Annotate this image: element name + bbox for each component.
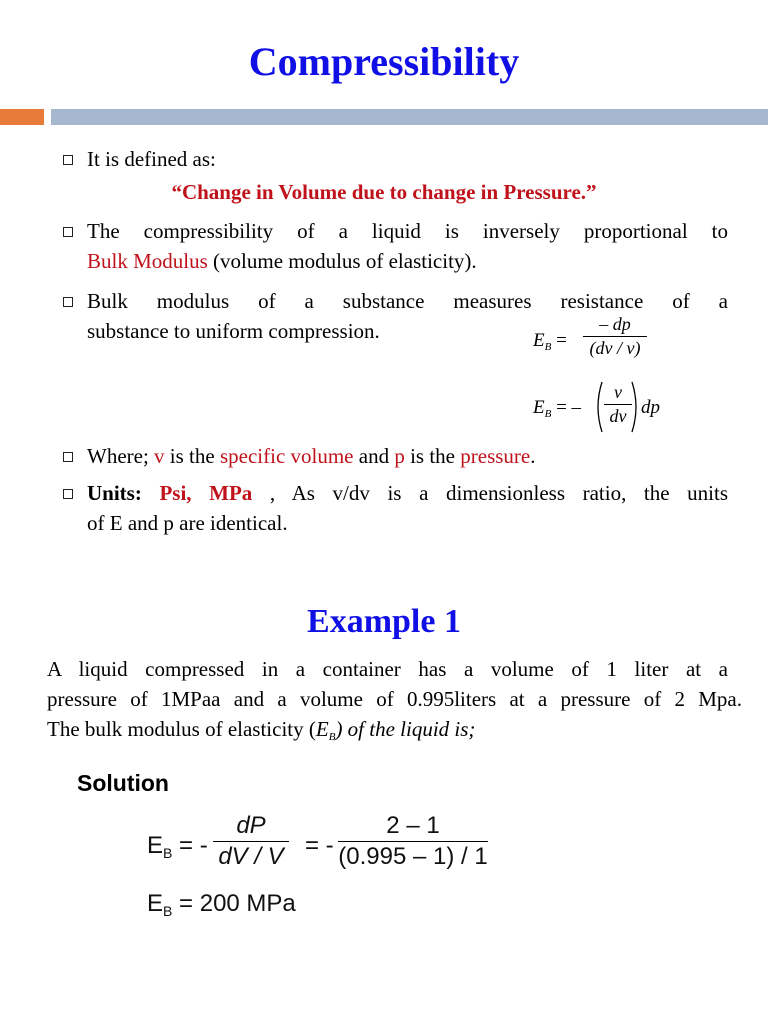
bullet-bulk-line1: Bulk modulus of a substance measures resistance of a: [87, 289, 728, 313]
solution-fraction2: [338, 812, 488, 871]
specific-volume-term: specific volume: [219, 444, 354, 468]
slide-title: Compressibility: [248, 39, 520, 84]
formula2-numerator: v: [614, 382, 622, 402]
bullet-where: Where; v is the specific volume and p is the pressure.: [87, 444, 536, 468]
solution-lhs: $E_B$ = -: [147, 832, 208, 861]
bulk-modulus-term: Bulk Modulus: [87, 249, 208, 273]
title-rule: [51, 109, 768, 125]
formula2-denominator: dv: [609, 406, 627, 426]
formula1-fraction: [583, 314, 647, 359]
bulk-modulus-desc: (volume modulus of elasticity).: [213, 249, 477, 273]
example-heading: Example 1: [307, 603, 461, 640]
solution-denominator1: dV / V: [218, 843, 284, 870]
bullet-marker: [63, 297, 73, 307]
bullet-units-line2: of E and p are identical.: [87, 511, 288, 535]
v-symbol: v: [154, 444, 165, 468]
formula2-tail: dp: [641, 397, 660, 418]
bullet-definition: It is defined as:: [87, 147, 216, 171]
bullet-marker: [63, 155, 73, 165]
bullet-marker: [63, 227, 73, 237]
bullet-bulk-line2: substance to uniform compression.: [87, 319, 380, 343]
bullet-marker: [63, 489, 73, 499]
solution-result-value: = 200 MPa: [179, 890, 296, 917]
formula1-denominator: (dv / v): [589, 338, 641, 358]
p-symbol: p: [394, 444, 405, 468]
example-line2: pressure of 1MPaa and a volume of 0.995liters at a pressure of 2 Mpa.: [47, 687, 742, 711]
formula1-lhs: $E_B$ =: [533, 330, 567, 353]
solution-eq2: = -: [305, 832, 334, 859]
bullet-compressibility-line1: The compressibility of a liquid is inversely proportional to: [87, 219, 728, 243]
solution-numerator2: 2 – 1: [386, 812, 440, 839]
solution-numerator1: dP: [236, 812, 266, 839]
formula1-numerator: – dp: [599, 314, 631, 334]
formula2-lhs: $E_B$ = –: [533, 397, 582, 420]
example-line1: A liquid compressed in a container has a volume of 1 liter at a: [47, 657, 728, 681]
solution-result: $E_B = 200$ MPa: [147, 890, 296, 919]
bullet-units-line1: Units: Psi, MPa , As v/dv is a dimensionless ratio, the units: [87, 481, 729, 505]
units-values: Psi, MPa: [159, 481, 253, 505]
title-rule-accent: [0, 109, 44, 125]
pressure-term: pressure: [460, 444, 531, 468]
solution-fraction1: [213, 812, 289, 871]
bullet-compressibility-line2: [87, 246, 477, 276]
definition-quote: “Change in Volume due to change in Pressure.”: [171, 180, 597, 204]
bullet-marker: [63, 452, 73, 462]
solution-label: Solution: [77, 770, 169, 796]
solution-denominator2: (0.995 – 1) / 1: [338, 843, 488, 870]
formula2-fraction: [604, 382, 632, 427]
units-label: Units:: [87, 481, 142, 505]
example-line3: The bulk modulus of elasticity (EB) of the liquid is;: [47, 717, 476, 743]
